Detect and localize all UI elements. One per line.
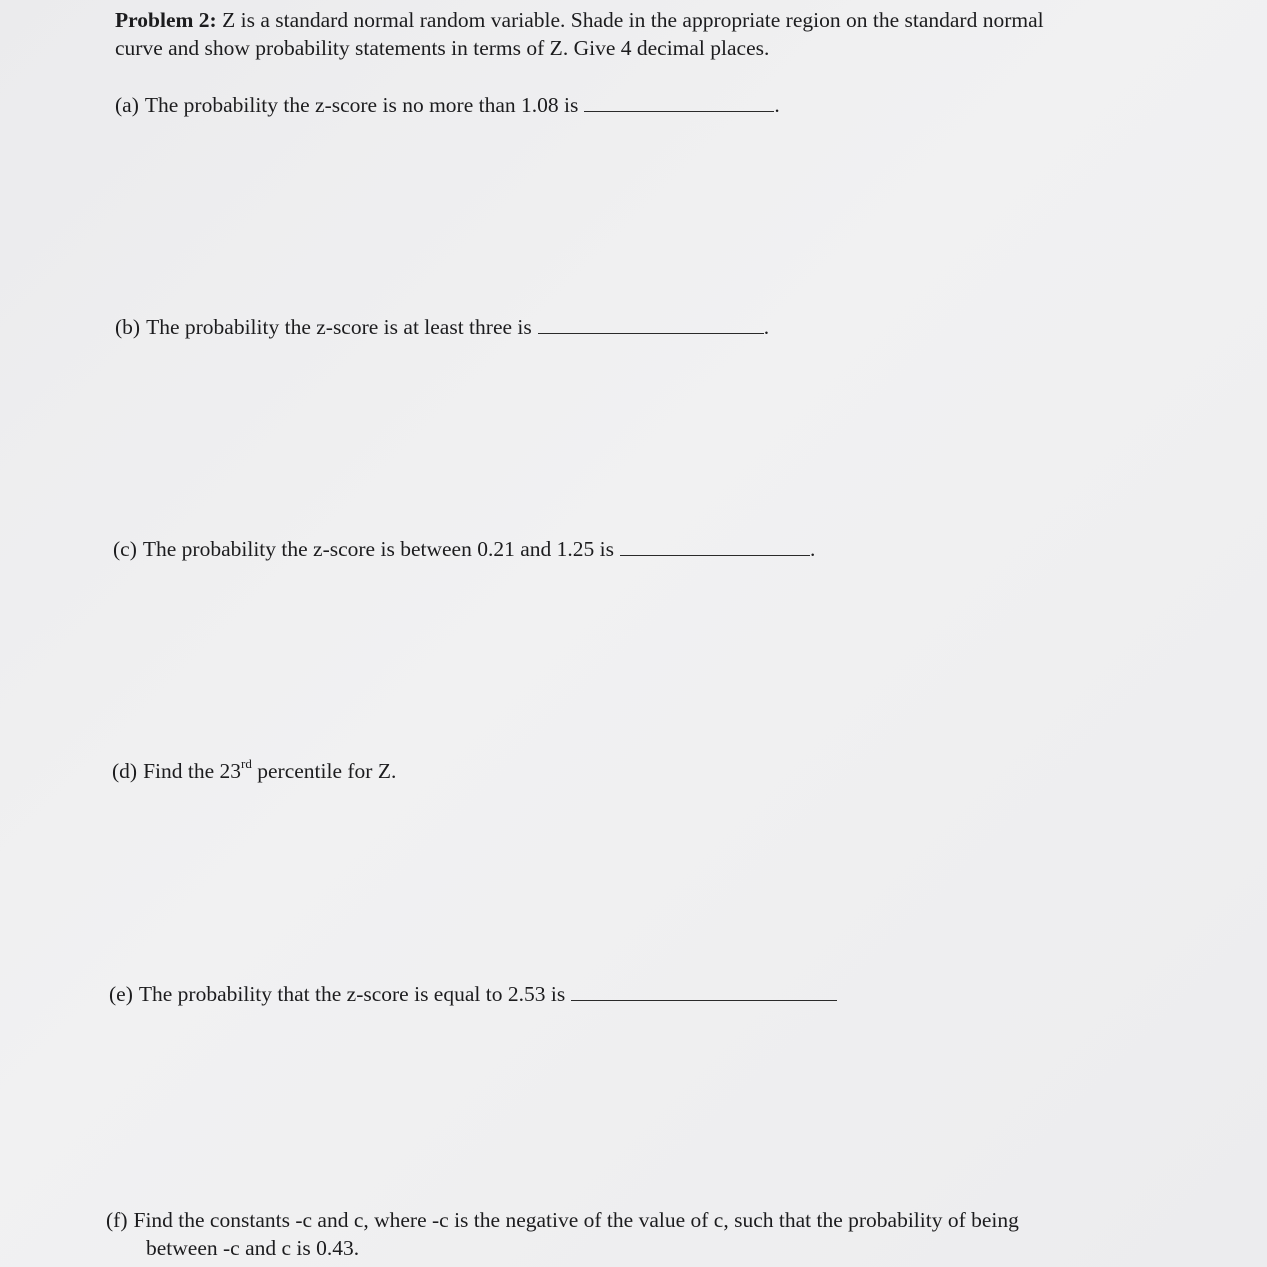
problem-statement-line-2: curve and show probability statements in terms of Z. Give 4 decimal places. <box>115 36 770 60</box>
problem-label: Problem 2: <box>115 8 217 32</box>
part-a-text: The probability the z-score is no more than 1.08 is <box>144 93 579 117</box>
part-d-superscript: rd <box>241 755 252 771</box>
problem-line-1 <box>115 6 1185 34</box>
part-e <box>109 980 837 1008</box>
part-c-letter: (c) <box>113 537 137 561</box>
part-f-text-line-2: between -c and c is 0.43. <box>146 1236 360 1260</box>
problem-header <box>115 6 1185 62</box>
part-a <box>115 91 780 119</box>
part-a-letter: (a) <box>115 93 139 117</box>
part-a-period: . <box>774 93 780 117</box>
part-d-text-after: percentile for Z. <box>251 759 397 783</box>
part-d-text-before: Find the 23 <box>143 759 242 783</box>
part-c-answer-blank[interactable] <box>620 535 810 556</box>
part-b-text: The probability the z-score is at least three is <box>146 315 532 339</box>
part-c-text: The probability the z-score is between 0.21 and 1.25 is <box>142 537 614 561</box>
part-e-letter: (e) <box>109 982 133 1006</box>
problem-statement-line-1: Z is a standard normal random variable. Shade in the appropriate region on the standard normal <box>222 8 1044 32</box>
part-b <box>115 313 769 341</box>
part-c-period: . <box>809 537 816 561</box>
part-b-letter: (b) <box>115 315 141 339</box>
part-d-letter: (d) <box>112 759 138 783</box>
part-e-text: The probability that the z-score is equal to 2.53 is <box>138 982 566 1006</box>
part-d <box>112 757 396 785</box>
part-b-period: . <box>763 315 770 339</box>
part-f-letter: (f) <box>106 1208 128 1232</box>
part-e-answer-blank[interactable] <box>571 980 837 1001</box>
part-b-answer-blank[interactable] <box>538 313 764 334</box>
part-f-text-line-1: Find the constants -c and c, where -c is the negative of the value of c, such that the probability of being <box>133 1208 1019 1232</box>
part-a-answer-blank[interactable] <box>584 91 774 112</box>
part-f-line-1 <box>106 1206 1166 1234</box>
part-c <box>113 535 815 563</box>
part-f <box>106 1206 1166 1262</box>
